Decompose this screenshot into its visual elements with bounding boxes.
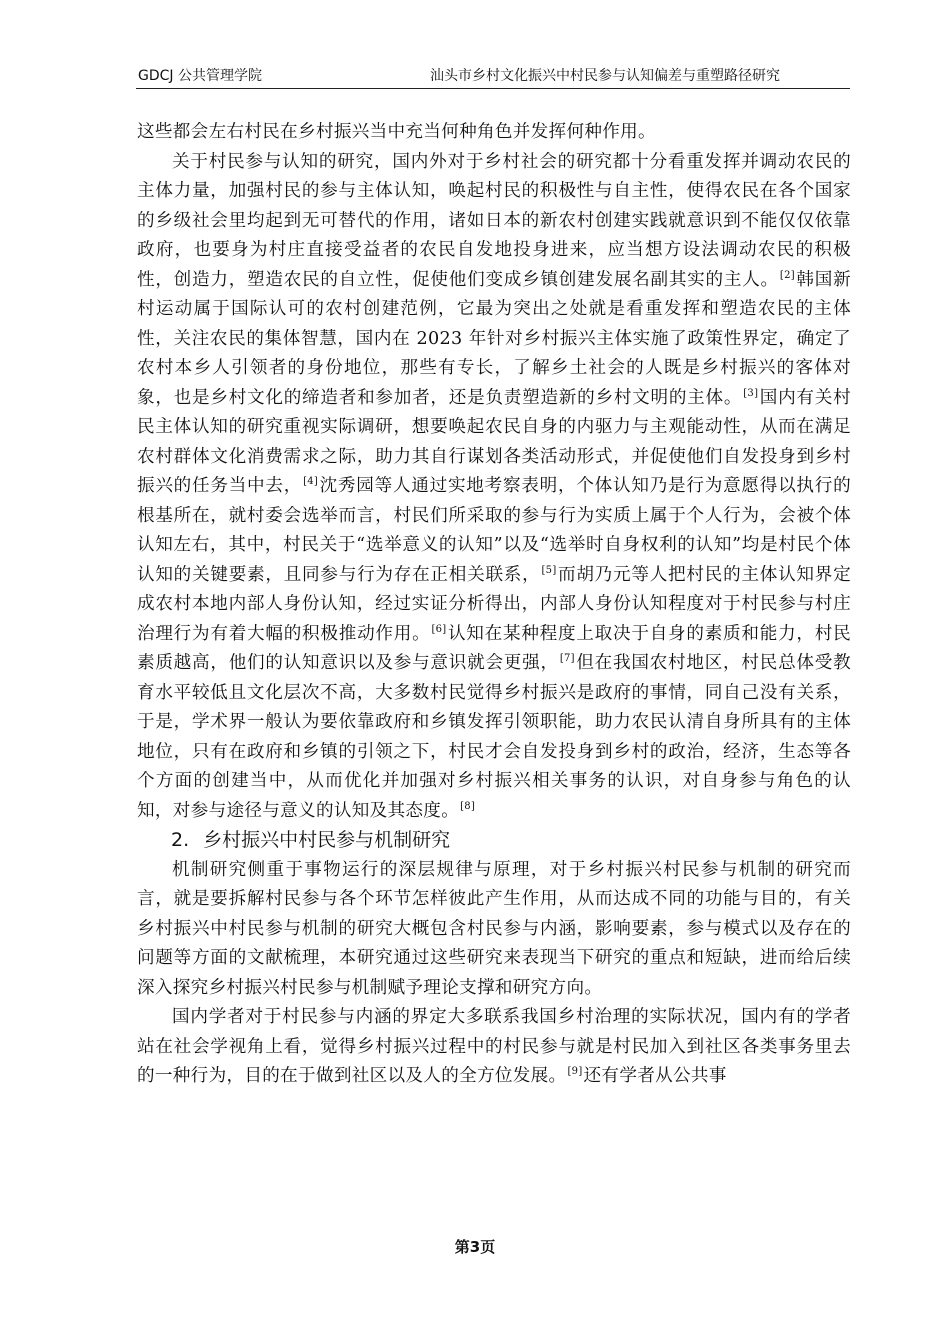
header-school: GDCJ 公共管理学院 (138, 68, 262, 84)
citation-ref: [6] (431, 623, 447, 635)
text-run: 沈秀园等人通过实地考察表明，个体认知乃是行为意愿得以执行的根基所在，就村委会选举而言，村民们所采取的参与行为实质上属于个人行为，会被个体认知左右，其中，村民关于“选举意义的认知”以及“选举时自身权利的认知”均是村民个体认知的关键要素，且同参与行为存在正相关联系， (137, 476, 852, 585)
header-title: 汕头市乡村文化振兴中村民参与认知偏差与重塑路径研究 (430, 68, 780, 84)
body-text (137, 118, 851, 1092)
paragraph-participation-connotation (137, 1003, 851, 1092)
section-title: 乡村振兴中村民参与机制研究 (203, 829, 451, 851)
citation-ref: [8] (460, 800, 476, 812)
text-run: 国内有关村民主体认知的研究重视实际调研，想要唤起农民自身的内驱力与主观能动性，从而在满足农村群体文化消费需求之际，助力其自行谋划各类活动形式，并促使他们自发投身到乡村振兴的任务当中去， (137, 387, 851, 496)
citation-ref: [9] (567, 1066, 583, 1077)
text-run: 而胡乃元等人把村民的主体认知界定成农村本地内部人身份认知，经过实证分析得出，内部人身份认知程度对于村民参与村庄治理行为有着大幅的积极推动作用。 (137, 564, 851, 644)
page-number: 第3页 (454, 1238, 496, 1256)
section-number: 2. (171, 829, 190, 851)
text-run: 但在我国农村地区，村民总体受教育水平较低且文化层次不高，大多数村民觉得乡村振兴是政府的事情，同自己没有关系，于是，学术界一般认为要依靠政府和乡镇发挥引领职能，助力农民认清自身所具有的主体地位，只有在政府和乡镇的引领之下，村民才会自发投身到乡村的政治，经济，生态等各个方面的创建当中，从而优化并加强对乡村振兴相关事务的认识，对自身参与角色的认知，对参与途径与意义的认知及其态度。 (137, 653, 851, 821)
paragraph-mechanism-research (137, 856, 851, 1004)
citation-ref: [2] (779, 269, 795, 281)
paragraph-participation-cognition (137, 148, 851, 827)
text-run: 这些都会左右村民在乡村振兴当中充当何种角色并发挥何种作用。 (137, 122, 656, 142)
section-heading (137, 826, 851, 856)
citation-ref: [3] (743, 387, 759, 399)
paragraph-continued (137, 118, 851, 148)
text-run: 还有学者从公共事 (583, 1066, 727, 1086)
text-run: 国内学者对于村民参与内涵的界定大多联系我国乡村治理的实际状况，国内有的学者站在社会学视角上看，觉得乡村振兴过程中的村民参与就是村民加入到社区各类事务里去的一种行为，目的在于做到社区以及人的全方位发展。 (137, 1007, 851, 1086)
text-run: 机制研究侧重于事物运行的深层规律与原理，对于乡村振兴村民参与机制的研究而言，就是要拆解村民参与各个环节怎样彼此产生作用，从而达成不同的功能与目的，有关乡村振兴中村民参与机制的研究大概包含村民参与内涵，影响要素，参与模式以及存在的问题等方面的文献梳理，本研究通过这些研究来表现当下研究的重点和短缺，进而给后续深入探究乡村振兴村民参与机制赋予理论支撑和研究方向。 (137, 859, 851, 998)
citation-ref: [5] (541, 564, 557, 576)
running-header (136, 66, 850, 89)
citation-ref: [7] (559, 653, 575, 664)
citation-ref: [4] (303, 476, 319, 487)
text-run: 关于村民参与认知的研究，国内外对于乡村社会的研究都十分看重发挥并调动农民的主体力量，加强村民的参与主体认知，唤起村民的积极性与自主性，使得农民在各个国家的乡级社会里均起到无可替代的作用，诸如日本的新农村创建实践就意识到不能仅仅依靠政府，也要身为村庄直接受益者的农民自发地投身进来，应当想方设法调动农民的积极性，创造力，塑造农民的自立性，促使他们变成乡镇创建发展名副其实的主人。 (137, 151, 851, 290)
text-run: 韩国新村运动属于国际认可的农村创建范例，它最为突出之处就是看重发挥和塑造农民的主体性，关注农民的集体智慧，国内在 2023 年针对乡村振兴主体实施了政策性界定，确定了农村本乡人引领者的身份地位，那些有专长，了解乡土社会的人既是乡村振兴的客体对象，也是乡村文化的缔造者和参加者，还是负责塑造新的乡村文明的主体。 (137, 269, 851, 408)
text-run: 认知在某种程度上取决于自身的素质和能力，村民素质越高，他们的认知意识以及参与意识就会更强， (137, 623, 851, 673)
